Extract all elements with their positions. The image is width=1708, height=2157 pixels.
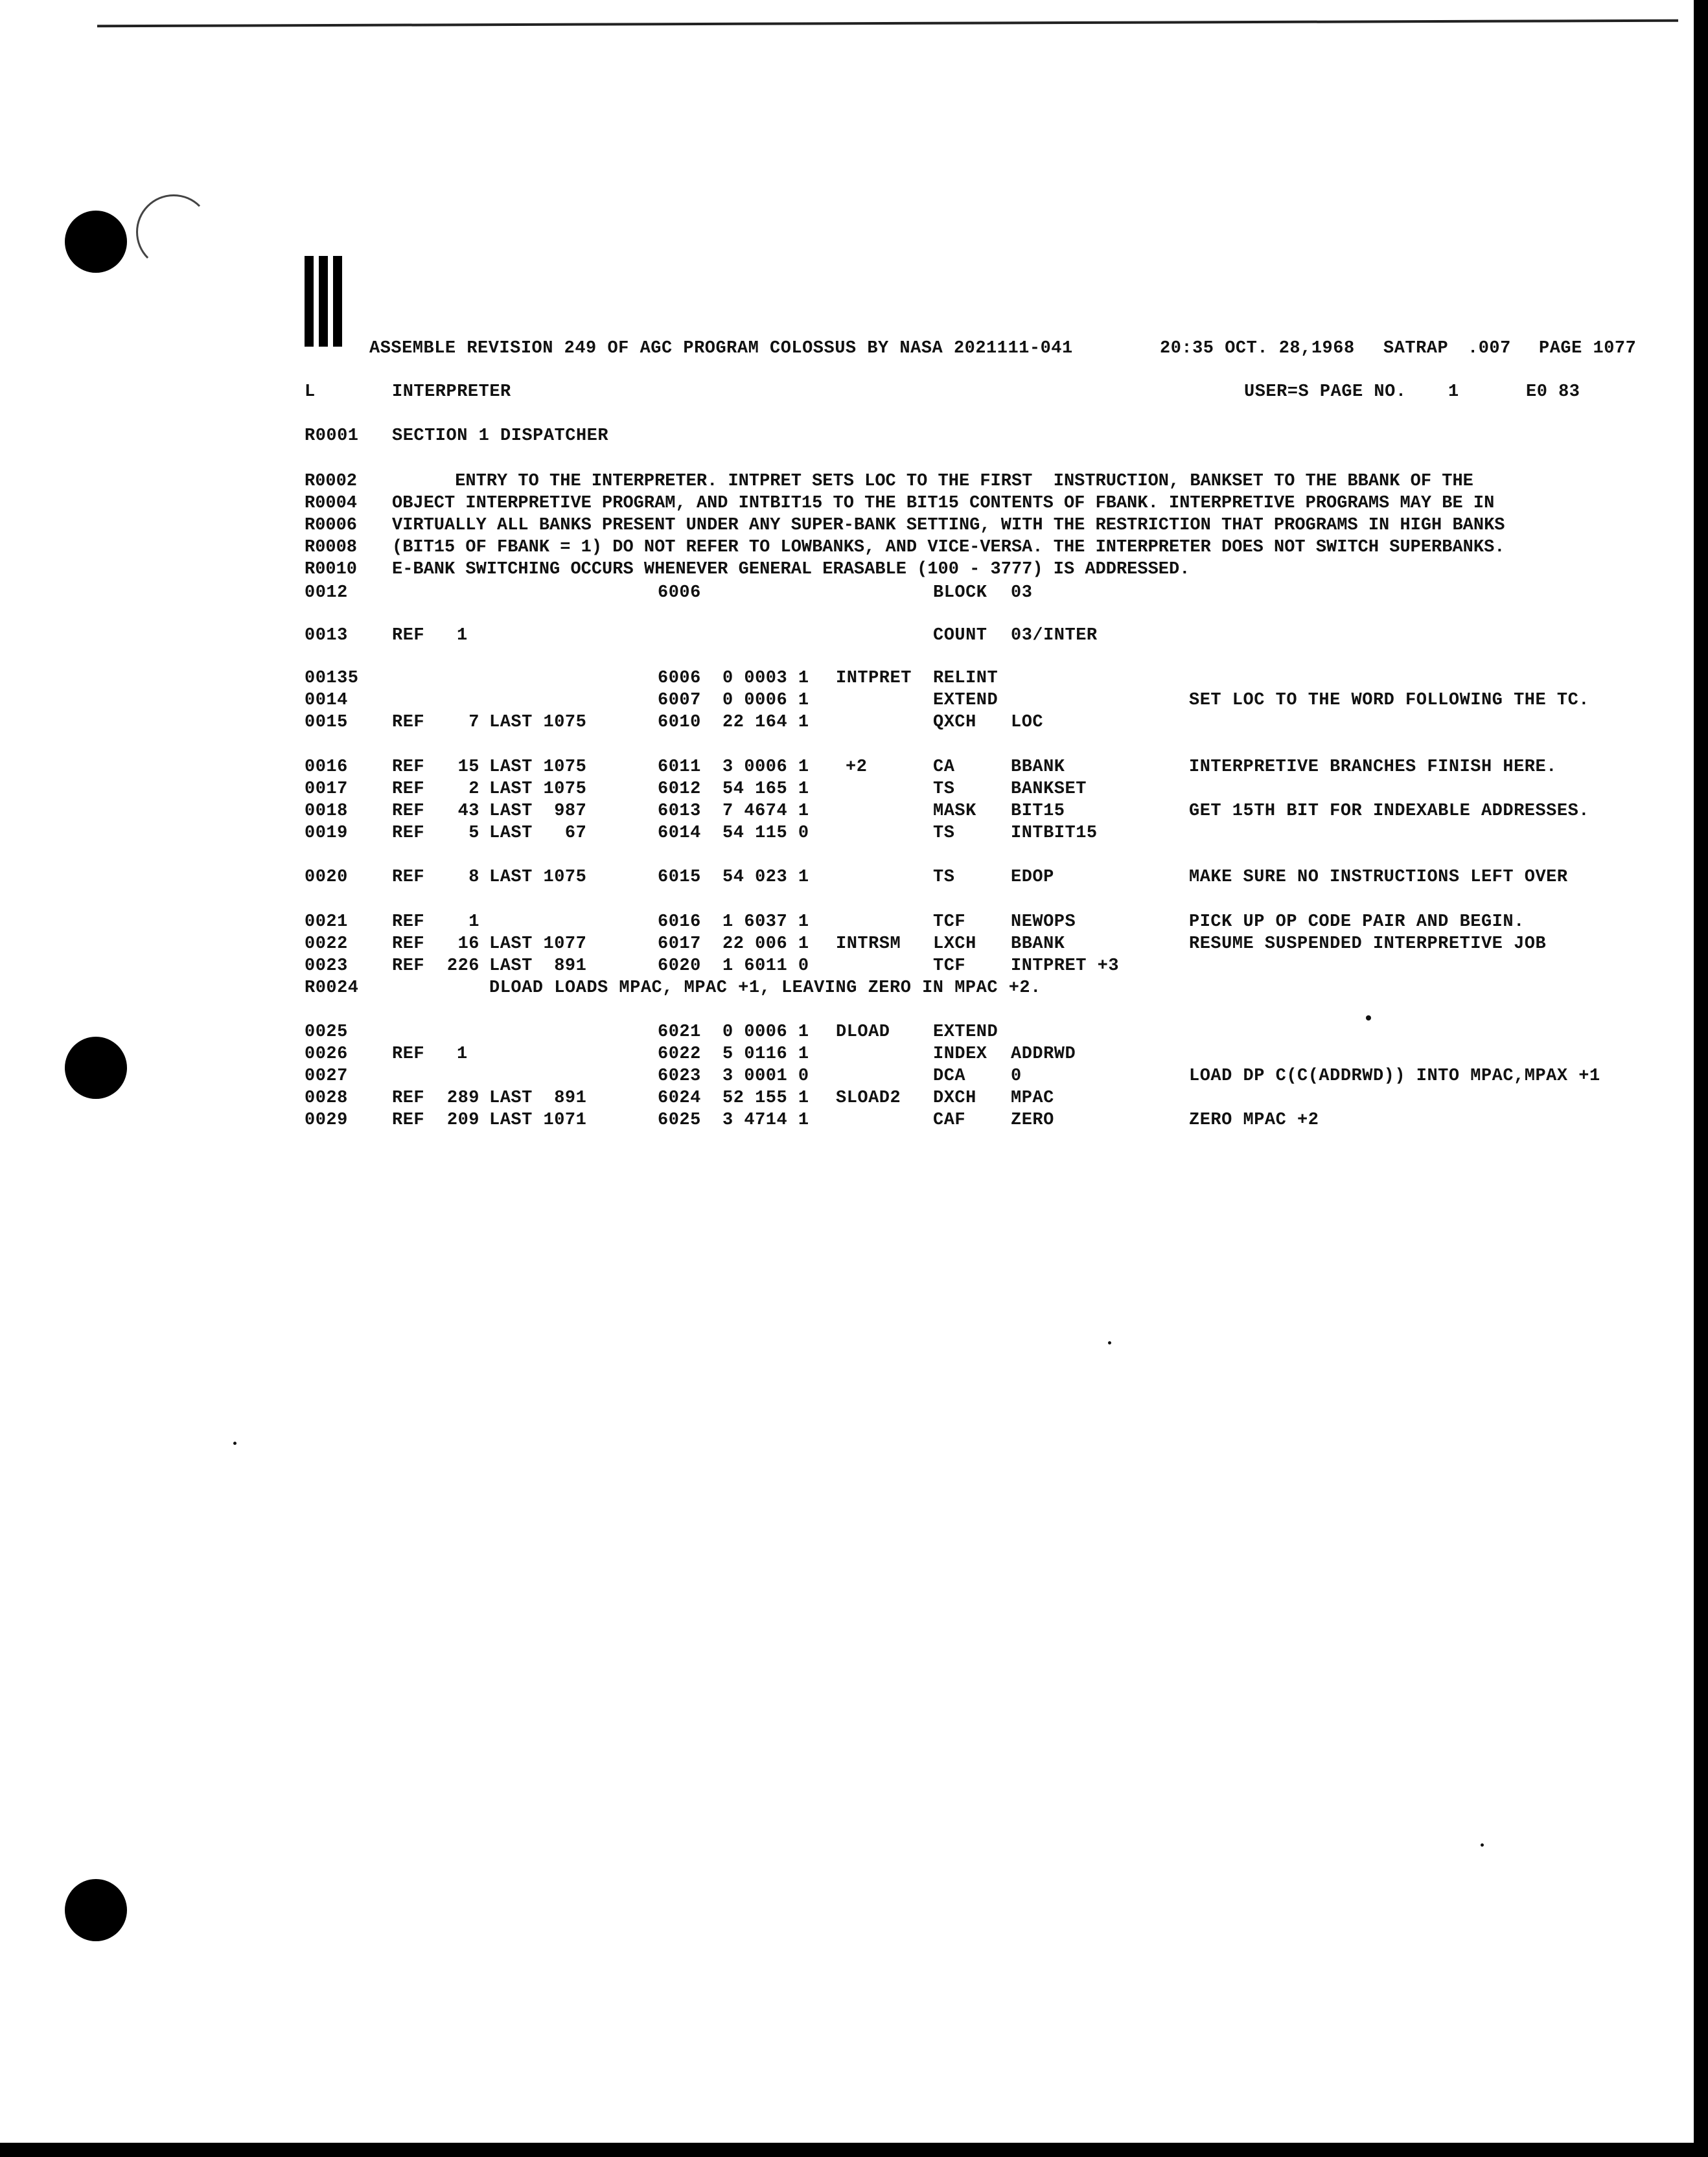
operand: 03/INTER — [1011, 626, 1098, 645]
scan-speck — [1481, 1843, 1484, 1847]
opcode: INDEX — [933, 1044, 987, 1064]
line-number: 0022 — [305, 934, 348, 954]
opcode: TCF — [933, 956, 966, 976]
address: 6013 — [658, 802, 701, 821]
address: 6010 — [658, 713, 701, 732]
operand: BIT15 — [1011, 802, 1065, 821]
ref-label: REF — [392, 626, 425, 645]
last-ref: LAST 67 — [489, 824, 587, 843]
address: 6021 — [658, 1022, 701, 1042]
ref-count: 289 — [446, 1089, 479, 1108]
listing-row — [305, 778, 1665, 801]
comment-text-line: ENTRY TO THE INTERPRETER. INTPRET SETS LOC TO THE FIRST INSTRUCTION, BANKSET TO THE BBANK OF THE — [392, 472, 1473, 491]
section-line — [305, 424, 1082, 448]
address: 6012 — [658, 779, 701, 799]
ref-count: 8 — [468, 868, 479, 887]
label-tag: INTPRET — [836, 669, 912, 688]
address: 6011 — [658, 757, 701, 777]
ref-label: REF — [392, 713, 425, 732]
line-number: 0029 — [305, 1111, 348, 1130]
punch-arc-top — [136, 194, 211, 270]
address: 6025 — [658, 1111, 701, 1130]
line-number: 0023 — [305, 956, 348, 976]
opcode: MASK — [933, 802, 976, 821]
opcode: CAF — [933, 1111, 966, 1130]
ref-label: REF — [392, 779, 425, 799]
operand: INTBIT15 — [1011, 824, 1098, 843]
line-comment: LOAD DP C(C(ADDRWD)) INTO MPAC,MPAX +1 — [1189, 1067, 1600, 1086]
opcode: LXCH — [933, 934, 976, 954]
machine-word: 5 0116 1 — [722, 1044, 809, 1064]
ref-label: REF — [392, 824, 425, 843]
machine-word: 54 115 0 — [722, 824, 809, 843]
machine-word: 54 165 1 — [722, 779, 809, 799]
last-ref: LAST 1075 — [489, 713, 587, 732]
line-number: 0025 — [305, 1022, 348, 1042]
machine-word: 0 0006 1 — [722, 691, 809, 710]
operand: NEWOPS — [1011, 912, 1076, 932]
section-name: INTERPRETER — [392, 382, 511, 402]
ref-label: REF — [392, 956, 425, 976]
ref-label: REF — [392, 1111, 425, 1130]
operand: ADDRWD — [1011, 1044, 1076, 1064]
operand: BANKSET — [1011, 779, 1087, 799]
page-top-rule — [97, 19, 1678, 28]
opcode: EXTEND — [933, 691, 998, 710]
line-number: 0019 — [305, 824, 348, 843]
listing-row — [305, 1021, 1665, 1044]
operand: 0 — [1011, 1067, 1022, 1086]
machine-word: 1 6011 0 — [722, 956, 809, 976]
line-number: 0021 — [305, 912, 348, 932]
listing-row — [305, 866, 1665, 889]
address: 6015 — [658, 868, 701, 887]
comment-line-number: R0008 — [305, 538, 358, 557]
line-comment: RESUME SUSPENDED INTERPRETIVE JOB — [1189, 934, 1547, 954]
listing-row — [305, 822, 1665, 845]
operand: MPAC — [1011, 1089, 1054, 1108]
machine-word: 52 155 1 — [722, 1089, 809, 1108]
ref-count: 226 — [446, 956, 479, 976]
opcode: TS — [933, 868, 955, 887]
subheader-line — [305, 380, 1665, 404]
label-tag: DLOAD — [836, 1022, 890, 1042]
line-number: 0027 — [305, 1067, 348, 1086]
opcode: TS — [933, 779, 955, 799]
line-number: 0012 — [305, 583, 348, 603]
comment-text-line: E-BANK SWITCHING OCCURS WHENEVER GENERAL ERASABLE (100 - 3777) IS ADDRESSED. — [392, 560, 1190, 579]
scan-speck — [233, 1442, 237, 1445]
listing-row — [305, 756, 1665, 779]
last-ref: LAST 1077 — [489, 934, 587, 954]
scan-speck — [1108, 1341, 1111, 1344]
listing-row — [305, 1087, 1665, 1110]
operand: EDOP — [1011, 868, 1054, 887]
listing-row — [305, 954, 1665, 978]
listing-remark — [305, 976, 1665, 1000]
operand: BBANK — [1011, 757, 1065, 777]
scan-edge-right — [1694, 0, 1708, 2157]
user-page-label: USER=S PAGE NO. — [1244, 382, 1407, 402]
address: 6017 — [658, 934, 701, 954]
address: 6024 — [658, 1089, 701, 1108]
line-number: 0013 — [305, 626, 348, 645]
listing-row — [305, 932, 1665, 956]
opcode: DXCH — [933, 1089, 976, 1108]
listing-row — [305, 624, 1665, 647]
line-number: 0017 — [305, 779, 348, 799]
scan-speck — [1366, 1015, 1371, 1021]
line-comment: SET LOC TO THE WORD FOLLOWING THE TC. — [1189, 691, 1589, 710]
opcode: QXCH — [933, 713, 976, 732]
scan-edge-bottom — [0, 2143, 1708, 2157]
comment-line-number: R0002 — [305, 472, 358, 491]
last-ref: LAST 891 — [489, 1089, 587, 1108]
operand: INTPRET +3 — [1011, 956, 1120, 976]
address: 6023 — [658, 1067, 701, 1086]
address: 6006 — [658, 669, 701, 688]
last-ref: LAST 987 — [489, 802, 587, 821]
user-page-number: 1 — [1448, 382, 1459, 402]
header-title: ASSEMBLE REVISION 249 OF AGC PROGRAM COLOSSUS BY NASA 2021111-041 — [369, 339, 1073, 358]
ref-count: 1 — [457, 1044, 468, 1064]
line-number: 0028 — [305, 1089, 348, 1108]
header-timestamp: 20:35 OCT. 28,1968 — [1160, 339, 1355, 358]
operand: BBANK — [1011, 934, 1065, 954]
machine-word: 0 0003 1 — [722, 669, 809, 688]
listing-row — [305, 1109, 1665, 1132]
ref-label: REF — [392, 1089, 425, 1108]
subheader-letter: L — [305, 382, 316, 402]
opcode: RELINT — [933, 669, 998, 688]
listing-row — [305, 711, 1665, 734]
machine-word: 54 023 1 — [722, 868, 809, 887]
line-number: 0015 — [305, 713, 348, 732]
listing-row — [305, 689, 1665, 712]
machine-word: 22 164 1 — [722, 713, 809, 732]
label-tag: +2 — [846, 757, 868, 777]
opcode: TCF — [933, 912, 966, 932]
machine-word: 3 0001 0 — [722, 1067, 809, 1086]
opcode: BLOCK — [933, 583, 987, 603]
machine-word: 3 0006 1 — [722, 757, 809, 777]
address: 6022 — [658, 1044, 701, 1064]
comment-line-number: R0004 — [305, 494, 358, 513]
listing-row — [305, 1065, 1665, 1088]
punch-hole-middle — [65, 1037, 127, 1099]
ref-label: REF — [392, 802, 425, 821]
comment-text-line: VIRTUALLY ALL BANKS PRESENT UNDER ANY SUPER-BANK SETTING, WITH THE RESTRICTION THAT PROGRAMS IN HIGH BANKS — [392, 516, 1505, 535]
comment-text-line: OBJECT INTERPRETIVE PROGRAM, AND INTBIT15 TO THE BIT15 CONTENTS OF FBANK. INTERPRETIVE PROGRAMS MAY BE IN — [392, 494, 1495, 513]
punch-hole-top — [65, 211, 127, 273]
address: 6007 — [658, 691, 701, 710]
line-number: 0018 — [305, 802, 348, 821]
operand: ZERO — [1011, 1111, 1054, 1130]
address: 6006 — [658, 583, 701, 603]
line-number: R0024 — [305, 978, 359, 998]
line-comment: ZERO MPAC +2 — [1189, 1111, 1319, 1130]
last-ref: LAST 891 — [489, 956, 587, 976]
listing-row — [305, 910, 1665, 934]
ref-count: 1 — [468, 912, 479, 932]
ref-count: 209 — [446, 1111, 479, 1130]
listing-row — [305, 581, 1665, 605]
ref-label: REF — [392, 934, 425, 954]
listing-row — [305, 1043, 1665, 1066]
line-comment: GET 15TH BIT FOR INDEXABLE ADDRESSES. — [1189, 802, 1589, 821]
punch-hole-bottom — [65, 1879, 127, 1941]
ref-count: 7 — [468, 713, 479, 732]
section-line-number: R0001 — [305, 426, 359, 446]
listing-row — [305, 800, 1665, 823]
operand: 03 — [1011, 583, 1033, 603]
ref-count: 2 — [468, 779, 479, 799]
comment-line-number: R0010 — [305, 560, 358, 579]
ref-count: 1 — [457, 626, 468, 645]
line-comment: INTERPRETIVE BRANCHES FINISH HERE. — [1189, 757, 1557, 777]
ref-label: REF — [392, 757, 425, 777]
line-number: 0014 — [305, 691, 348, 710]
label-tag: INTRSM — [836, 934, 901, 954]
line-number: 00135 — [305, 669, 359, 688]
ref-label: REF — [392, 1044, 425, 1064]
ref-count: 16 — [457, 934, 479, 954]
machine-word: 0 0006 1 — [722, 1022, 809, 1042]
address: 6014 — [658, 824, 701, 843]
subheader-code: E0 83 — [1526, 382, 1580, 402]
opcode: TS — [933, 824, 955, 843]
comment-line-number: R0006 — [305, 516, 358, 535]
ref-label: REF — [392, 912, 425, 932]
opcode: COUNT — [933, 626, 987, 645]
address: 6016 — [658, 912, 701, 932]
operand: LOC — [1011, 713, 1044, 732]
comment-text-line: (BIT15 OF FBANK = 1) DO NOT REFER TO LOWBANKS, AND VICE-VERSA. THE INTERPRETER DOES NOT SWITCH SUPERBANKS. — [392, 538, 1505, 557]
machine-word: 7 4674 1 — [722, 802, 809, 821]
line-comment: MAKE SURE NO INSTRUCTIONS LEFT OVER — [1189, 868, 1568, 887]
machine-word: 1 6037 1 — [722, 912, 809, 932]
opcode: CA — [933, 757, 955, 777]
ref-count: 15 — [457, 757, 479, 777]
remark-text: DLOAD LOADS MPAC, MPAC +1, LEAVING ZERO IN MPAC +2. — [489, 978, 1041, 998]
opcode: DCA — [933, 1067, 966, 1086]
last-ref: LAST 1071 — [489, 1111, 587, 1130]
ref-count: 43 — [457, 802, 479, 821]
header-page: PAGE 1077 — [1539, 339, 1637, 358]
header-line — [369, 337, 1665, 360]
line-number: 0026 — [305, 1044, 348, 1064]
line-comment: PICK UP OP CODE PAIR AND BEGIN. — [1189, 912, 1525, 932]
section-title: SECTION 1 DISPATCHER — [392, 426, 609, 446]
opcode: EXTEND — [933, 1022, 998, 1042]
last-ref: LAST 1075 — [489, 757, 587, 777]
last-ref: LAST 1075 — [489, 779, 587, 799]
machine-word: 3 4714 1 — [722, 1111, 809, 1130]
line-number: 0020 — [305, 868, 348, 887]
machine-word: 22 006 1 — [722, 934, 809, 954]
last-ref: LAST 1075 — [489, 868, 587, 887]
listing-row — [305, 667, 1665, 690]
ref-label: REF — [392, 868, 425, 887]
header-user: SATRAP — [1383, 339, 1449, 358]
label-tag: SLOAD2 — [836, 1089, 901, 1108]
ref-count: 5 — [468, 824, 479, 843]
address: 6020 — [658, 956, 701, 976]
header-code: .007 — [1468, 339, 1511, 358]
line-number: 0016 — [305, 757, 348, 777]
